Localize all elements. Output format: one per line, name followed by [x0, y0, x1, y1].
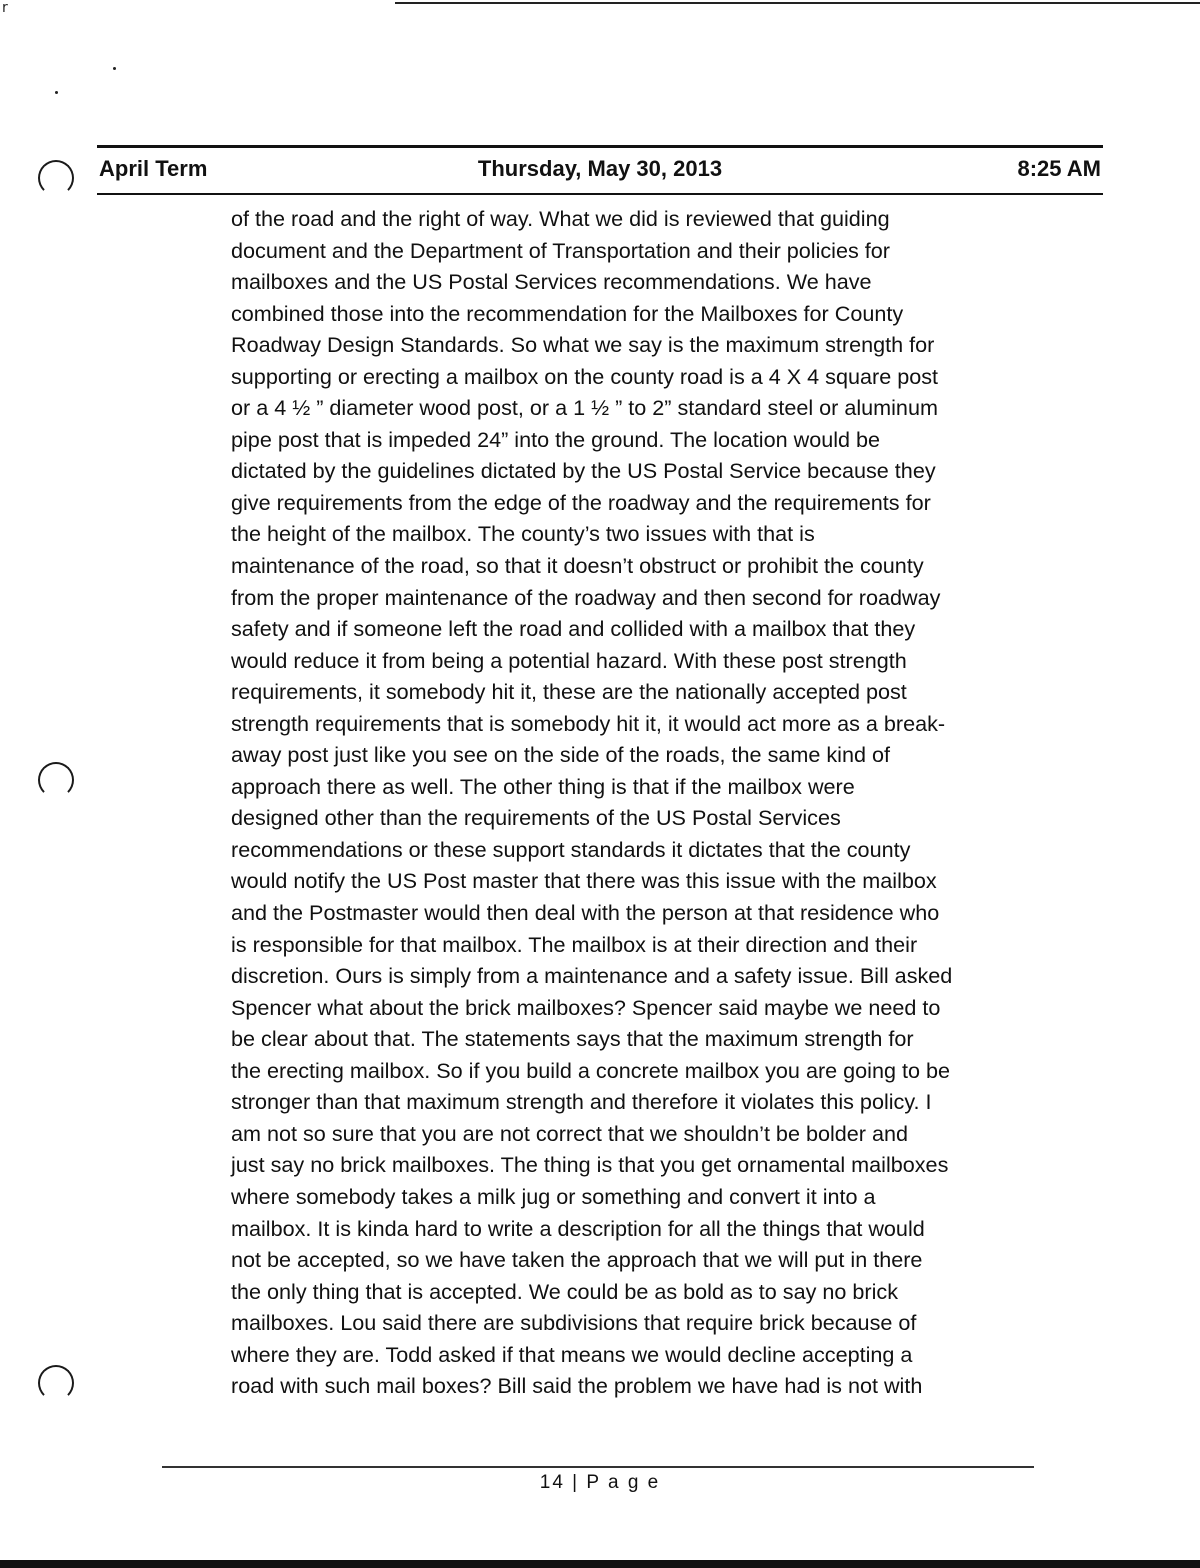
- scan-speck: [113, 67, 116, 70]
- punch-hole-middle: [38, 762, 74, 798]
- header-term: April Term: [99, 156, 208, 181]
- page-header: [97, 145, 1103, 195]
- scan-top-edge-line: [395, 2, 1200, 4]
- page-number: 14 | P a g e: [539, 1472, 661, 1493]
- punch-hole-bottom: [38, 1365, 74, 1401]
- scan-bottom-edge: [0, 1560, 1200, 1568]
- scan-corner-mark: r: [2, 0, 8, 16]
- punch-hole-top: [38, 160, 74, 196]
- header-time: 8:25 AM: [1017, 156, 1101, 181]
- footer-rule: [162, 1466, 1034, 1468]
- header-date: Thursday, May 30, 2013: [477, 156, 723, 181]
- scan-speck: [55, 91, 58, 94]
- minutes-body-text: of the road and the right of way. What we did is reviewed that guiding document and the Department of Transportation and their policies for mailboxes and the US Postal Services recommendations. We have combined those into the recommendation for the Mailboxes for County Roadway Design Standards. So what we say is the maximum strength for supporting or erecting a mailbox on the county road is a 4 X 4 square post or a 4 ½ ” diameter wood post, or a 1 ½ ” to 2” standard steel or aluminum pipe post that is impeded 24” into the ground. The location would be dictated by the guidelines dictated by the US Postal Service because they give requirements from the edge of the roadway and the requirements for the height of the mailbox. The county’s two issues with that is maintenance of the road, so that it doesn’t obstruct or prohibit the county from the proper maintenance of the roadway and then second for roadway safety and if someone left the road and collided with a mailbox that they would reduce it from being a potential hazard. With these post strength requirements, it somebody hit it, these are the nationally accepted post strength requirements that is somebody hit it, it would act more as a break- away post just like you see on the side of the roads, the same kind of approach there as well. The other thing is that if the mailbox were designed other than the requirements of the US Postal Services recommendations or these support standards it dictates that the county would notify the US Post master that there was this issue with the mailbox and the Postmaster would then deal with the person at that residence who is responsible for that mailbox. The mailbox is at their direction and their discretion. Ours is simply from a maintenance and a safety issue. Bill asked Spencer what about the brick mailboxes? Spencer said maybe we need to be clear about that. The statements says that the maximum strength for the erecting mailbox. So if you build a concrete mailbox you are going to be stronger than that maximum strength and therefore it violates this policy. I am not so sure that you are not correct that we shouldn’t be bolder and just say no brick mailboxes. The thing is that you get ornamental mailboxes where somebody takes a milk jug or something and convert it into a mailbox. It is kinda hard to write a description for all the things that would not be accepted, so we have taken the approach that we will put in there the only thing that is accepted. We could be as bold as to say no brick mailboxes. Lou said there are subdivisions that require brick because of where they are. Todd asked if that means we would decline accepting a road with such mail boxes? Bill said the problem we have had is not with: [231, 206, 953, 1399]
